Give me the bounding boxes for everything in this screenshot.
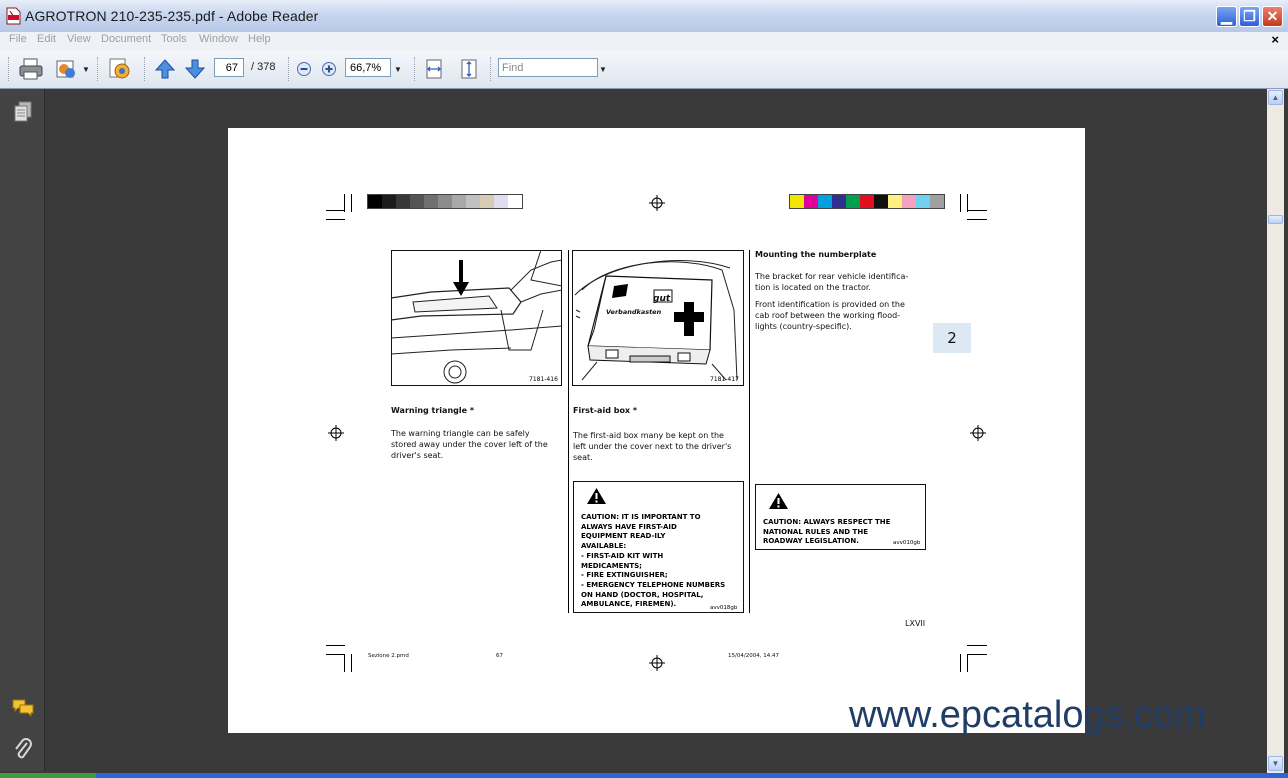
first-aid-box-text: The first-aid box many be kept on the left under the cover next to the driver's seat. xyxy=(573,431,732,462)
email-icon[interactable] xyxy=(54,57,80,81)
crop-mark xyxy=(960,654,961,672)
kit-brand: gut xyxy=(653,294,671,304)
color-swatch xyxy=(452,195,466,208)
toolbar-grip xyxy=(414,57,417,81)
color-swatch xyxy=(860,195,874,208)
zoom-in-icon[interactable] xyxy=(321,61,337,77)
column-divider xyxy=(749,250,750,613)
crop-mark xyxy=(326,210,345,211)
crop-mark xyxy=(344,654,345,672)
find-input[interactable]: Find xyxy=(498,58,598,77)
first-aid-box-illustration xyxy=(572,250,744,386)
crop-mark xyxy=(967,654,987,655)
comments-icon[interactable] xyxy=(11,697,35,719)
toolbar xyxy=(0,50,1288,89)
crop-mark xyxy=(326,654,345,655)
menu-document[interactable]: Document xyxy=(101,33,152,45)
color-swatch xyxy=(790,195,804,208)
color-swatch xyxy=(888,195,902,208)
warning-icon xyxy=(586,487,607,505)
crop-mark xyxy=(351,654,352,672)
email-dropdown-icon[interactable]: ▼ xyxy=(82,65,90,74)
registration-mark-icon xyxy=(328,425,344,441)
color-swatch xyxy=(396,195,410,208)
crop-mark xyxy=(967,210,987,211)
crop-mark xyxy=(351,194,352,212)
previous-page-icon[interactable] xyxy=(154,58,176,80)
watermark-text: www.epcatalogs.com xyxy=(849,694,1206,736)
menu-bar xyxy=(0,32,1288,50)
color-swatch xyxy=(382,195,396,208)
warning-triangle-heading: Warning triangle * xyxy=(391,406,474,415)
color-swatch xyxy=(832,195,846,208)
warning-triangle-illustration xyxy=(391,250,562,386)
toolbar-grip xyxy=(97,57,100,81)
vertical-scrollbar[interactable] xyxy=(1267,89,1284,773)
zoom-dropdown-icon[interactable]: ▼ xyxy=(394,65,402,74)
color-swatch xyxy=(438,195,452,208)
scroll-up-button[interactable] xyxy=(1268,90,1283,105)
pdf-icon xyxy=(5,7,21,25)
color-swatch xyxy=(818,195,832,208)
color-swatch xyxy=(804,195,818,208)
print-icon[interactable] xyxy=(18,57,44,81)
first-aid-caution-box xyxy=(573,481,744,613)
collaborate-icon[interactable] xyxy=(106,56,134,82)
navigation-pane xyxy=(0,89,45,771)
color-swatch xyxy=(466,195,480,208)
scroll-down-button[interactable] xyxy=(1268,756,1283,771)
numberplate-caution-box xyxy=(755,484,926,550)
color-swatch xyxy=(846,195,860,208)
chevron-down-icon: ▼ xyxy=(1271,759,1280,768)
color-swatch xyxy=(916,195,930,208)
attachment-icon[interactable] xyxy=(12,737,34,763)
document-page[interactable] xyxy=(228,128,1085,733)
zoom-input[interactable]: 66,7% xyxy=(345,58,391,77)
menu-help[interactable]: Help xyxy=(248,33,271,45)
close-document-icon[interactable]: × xyxy=(1271,32,1279,47)
registration-mark-icon xyxy=(649,655,665,671)
caution-code: avv010gb xyxy=(893,540,921,546)
section-tab: 2 xyxy=(933,323,971,353)
footer-date: 15/04/2004, 14.47 xyxy=(728,653,779,659)
chevron-up-icon: ▲ xyxy=(1271,93,1280,102)
color-swatch xyxy=(902,195,916,208)
crop-mark xyxy=(967,645,987,646)
crop-mark xyxy=(326,645,345,646)
minimize-icon: ▁ xyxy=(1221,8,1232,24)
color-calibration-bar xyxy=(789,194,945,209)
minimize-button[interactable] xyxy=(1216,6,1237,27)
kit-label: Verbandkasten xyxy=(606,308,662,316)
fit-width-icon[interactable] xyxy=(424,58,444,80)
zoom-out-icon[interactable] xyxy=(296,61,312,77)
find-dropdown-icon[interactable]: ▼ xyxy=(599,65,607,74)
menu-edit[interactable]: Edit xyxy=(37,33,56,45)
restore-icon: ❐ xyxy=(1243,8,1256,24)
numberplate-heading: Mounting the numberplate xyxy=(755,250,877,259)
caution-code: avv018gb xyxy=(710,605,738,611)
taskbar-strip xyxy=(0,773,1288,778)
menu-view[interactable]: View xyxy=(67,33,91,45)
color-swatch xyxy=(874,195,888,208)
color-swatch xyxy=(424,195,438,208)
page-roman-number: LXVII xyxy=(905,619,926,628)
page-number-input[interactable]: 67 xyxy=(214,58,244,77)
color-swatch xyxy=(508,195,522,208)
image-code: 7181-417 xyxy=(710,376,739,383)
numberplate-text-1: The bracket for rear vehicle identifica- tion is located on the tractor. xyxy=(755,272,909,292)
numberplate-caution-text: CAUTION: ALWAYS RESPECT THE NATIONAL RULES AND THE ROADWAY LEGISLATION. xyxy=(763,518,891,546)
color-swatch xyxy=(410,195,424,208)
menu-window[interactable]: Window xyxy=(199,33,239,45)
footer-filename: Sezione 2.pmd xyxy=(368,653,409,659)
first-aid-caution-text: CAUTION: IT IS IMPORTANT TO ALWAYS HAVE FIRST-AID EQUIPMENT READ-ILY AVAILABLE: - FIRST-AID KIT WITH MEDICAMENTS; - FIRE EXTINGUISHER; - EMERGENCY TELEPHONE NUMBERS ON HAND (DOCTOR, HOSPITAL, AMBULANCE, FIREMEN). xyxy=(581,513,726,609)
column-divider xyxy=(568,250,569,613)
warning-triangle-text: The warning triangle can be safely stored away under the cover left of the driver's seat. xyxy=(391,429,548,460)
close-icon: ✕ xyxy=(1266,8,1279,24)
color-swatch xyxy=(494,195,508,208)
window-title: AGROTRON 210-235-235.pdf - Adobe Reader xyxy=(25,8,319,24)
toolbar-grip xyxy=(288,57,291,81)
crop-mark xyxy=(967,654,968,672)
registration-mark-icon xyxy=(649,195,665,211)
toolbar-grip[interactable] xyxy=(8,57,11,81)
close-button[interactable] xyxy=(1262,6,1283,27)
crop-mark xyxy=(960,194,961,212)
numberplate-text-2: Front identification is provided on the cab roof between the working flood- lights (country-specific). xyxy=(755,300,905,331)
pages-icon[interactable] xyxy=(13,101,33,123)
crop-mark xyxy=(326,219,345,220)
image-code: 7181-416 xyxy=(529,376,558,383)
crop-mark xyxy=(967,219,987,220)
page-total: / 378 xyxy=(251,61,276,73)
menu-tools[interactable]: Tools xyxy=(161,33,187,45)
footer-page: 67 xyxy=(496,653,503,659)
gray-calibration-bar xyxy=(367,194,523,209)
color-swatch xyxy=(368,195,382,208)
toolbar-grip xyxy=(490,57,493,81)
menu-file[interactable]: File xyxy=(9,33,27,45)
color-swatch xyxy=(480,195,494,208)
first-aid-box-heading: First-aid box * xyxy=(573,406,638,415)
fit-page-icon[interactable] xyxy=(459,58,479,80)
next-page-icon[interactable] xyxy=(184,58,206,80)
color-swatch xyxy=(930,195,944,208)
scroll-thumb[interactable] xyxy=(1268,215,1283,224)
title-bar xyxy=(0,0,1288,33)
warning-icon xyxy=(768,492,789,510)
toolbar-grip xyxy=(144,57,147,81)
restore-button[interactable] xyxy=(1239,6,1260,27)
registration-mark-icon xyxy=(970,425,986,441)
